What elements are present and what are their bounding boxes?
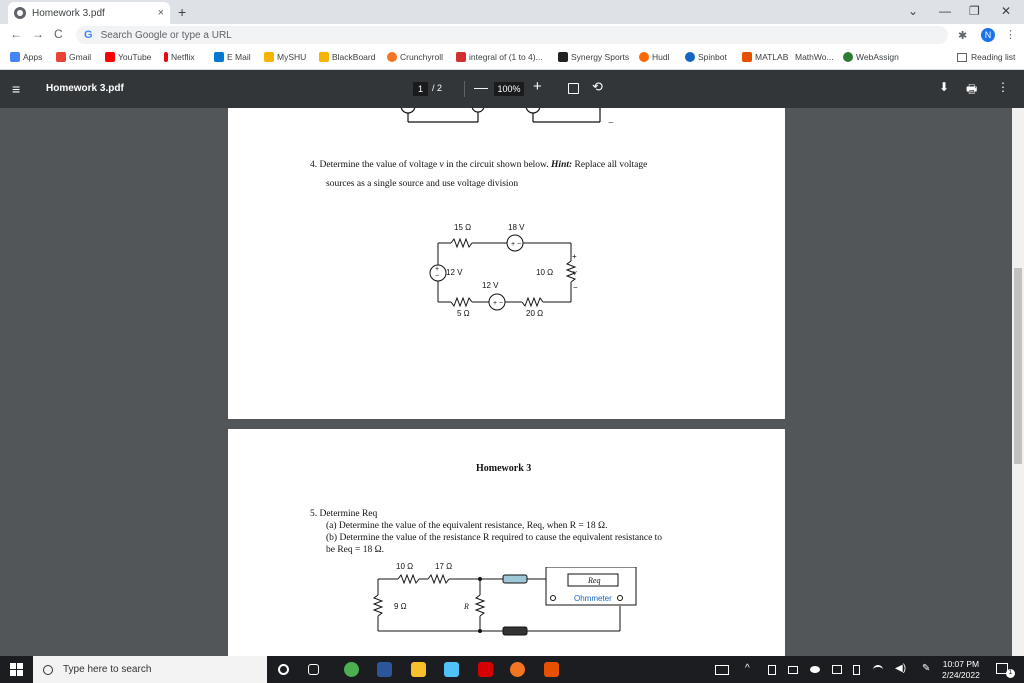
r-9-label: 9 Ω bbox=[394, 602, 407, 611]
clock-time: 10:07 PM bbox=[942, 659, 980, 669]
synergy-icon bbox=[558, 52, 568, 62]
r-variable-label: R bbox=[464, 602, 469, 611]
r-10-label: 10 Ω bbox=[396, 562, 414, 571]
bookmark-email[interactable]: E Mail bbox=[214, 52, 251, 62]
tab-close-icon[interactable]: × bbox=[157, 7, 164, 19]
bookmark-myshu[interactable]: MySHU bbox=[264, 52, 306, 62]
webassign-icon bbox=[843, 52, 853, 62]
close-window-button[interactable]: ✕ bbox=[1001, 4, 1012, 18]
zoom-in-button[interactable]: + bbox=[533, 78, 542, 95]
taskbar-clock[interactable] bbox=[942, 659, 980, 681]
browser-toolbar bbox=[0, 24, 1024, 46]
pdf-title: Homework 3.pdf bbox=[46, 83, 124, 94]
netflix-icon bbox=[164, 52, 168, 62]
crunchyroll-taskbar-icon[interactable] bbox=[510, 662, 525, 677]
r-5-label: 5 Ω bbox=[457, 309, 470, 318]
toolbar-divider bbox=[464, 81, 465, 97]
v-out-plus: + bbox=[572, 252, 577, 261]
wifi-icon[interactable] bbox=[873, 665, 883, 674]
pdf-page-2 bbox=[228, 429, 785, 656]
v-out-minus: − bbox=[573, 283, 578, 292]
polarity-minus: − bbox=[608, 118, 614, 129]
problem-4-line-2: sources as a single source and use voltage division bbox=[326, 179, 519, 189]
new-tab-button[interactable]: + bbox=[178, 4, 187, 20]
r-10-label: 10 Ω bbox=[536, 268, 554, 277]
rotate-icon[interactable]: ⟲ bbox=[592, 79, 603, 94]
volume-icon[interactable]: ◀) bbox=[895, 663, 907, 674]
v-12-bottom-label: 12 V bbox=[482, 281, 499, 290]
download-icon[interactable]: ⬇ bbox=[939, 80, 950, 94]
zoom-out-button[interactable]: — bbox=[474, 79, 488, 95]
circuit-problem-5 bbox=[368, 567, 648, 647]
search-icon bbox=[43, 665, 53, 675]
svg-text:+ −: + − bbox=[493, 300, 504, 307]
reading-list-button[interactable]: Reading list bbox=[957, 52, 1015, 62]
v-18-label: 18 V bbox=[508, 223, 525, 232]
tray-chevron-icon[interactable]: ^ bbox=[745, 663, 750, 674]
problem-5-a: (a) Determine the value of the equivalent resistance, Req, when R = 18 Ω. bbox=[326, 521, 608, 531]
bookmark-synergy[interactable]: Synergy Sports bbox=[558, 52, 629, 62]
pdf-viewer[interactable] bbox=[0, 108, 1012, 656]
zoom-input[interactable]: 100% bbox=[494, 82, 524, 96]
r-20-label: 20 Ω bbox=[526, 309, 544, 318]
meter-display: Req bbox=[588, 576, 601, 585]
bookmark-integral[interactable]: integral of (1 to 4)... bbox=[456, 52, 543, 62]
globe-icon bbox=[14, 7, 26, 19]
pdf-more-icon[interactable]: ⋮ bbox=[997, 80, 1009, 94]
pdf-page-1 bbox=[228, 108, 785, 419]
bookmark-blackboard[interactable]: BlackBoard bbox=[319, 52, 375, 62]
calculator-icon[interactable] bbox=[444, 662, 459, 677]
bookmark-netflix[interactable]: Netflix bbox=[164, 52, 195, 62]
chrome-taskbar-icon[interactable] bbox=[344, 662, 359, 677]
address-bar[interactable] bbox=[76, 26, 948, 44]
usb-icon[interactable] bbox=[768, 665, 776, 675]
svg-text:+ −: + − bbox=[511, 241, 522, 248]
r-15-label: 15 Ω bbox=[454, 223, 472, 232]
pen-icon[interactable]: ✎ bbox=[922, 663, 931, 674]
fit-page-icon[interactable] bbox=[568, 83, 579, 94]
browser-menu-icon[interactable]: ⋮ bbox=[1005, 29, 1016, 41]
keyboard-icon[interactable] bbox=[715, 665, 729, 675]
tab-title: Homework 3.pdf bbox=[32, 7, 105, 19]
ohmmeter-label: Ohmmeter bbox=[574, 594, 612, 603]
bookmark-crunchyroll[interactable]: Crunchyroll bbox=[387, 52, 443, 62]
bookmark-spinbot[interactable]: Spinbot bbox=[685, 52, 727, 62]
bookmark-hudl[interactable]: Hudl bbox=[639, 52, 669, 62]
search-placeholder: Type here to search bbox=[63, 664, 152, 675]
tab-strip bbox=[0, 0, 1024, 24]
battery-icon[interactable] bbox=[853, 665, 860, 675]
hudl-icon bbox=[639, 52, 649, 62]
viewer-scrollbar[interactable] bbox=[1012, 108, 1024, 656]
bookmark-apps[interactable]: Apps bbox=[10, 52, 42, 62]
sidebar-menu-icon[interactable]: ≡ bbox=[12, 81, 21, 97]
problem-5-title: 5. Determine Req bbox=[310, 509, 378, 519]
folder-icon bbox=[319, 52, 329, 62]
matlab-taskbar-icon[interactable] bbox=[544, 662, 559, 677]
svg-text:−: − bbox=[435, 273, 440, 280]
svg-text:+: + bbox=[435, 266, 440, 273]
reading-list-icon bbox=[957, 53, 967, 62]
windows-taskbar bbox=[0, 656, 1024, 683]
crunchyroll-icon bbox=[387, 52, 397, 62]
monitor-icon[interactable] bbox=[788, 666, 798, 674]
notification-count: 1 bbox=[1006, 669, 1015, 678]
google-icon: G bbox=[84, 29, 93, 41]
back-button[interactable]: ← bbox=[10, 27, 22, 41]
tab-homework-pdf[interactable] bbox=[8, 2, 170, 24]
windows-start-icon[interactable] bbox=[10, 663, 23, 676]
word-taskbar-icon[interactable] bbox=[377, 662, 392, 677]
problem-4-line-1: 4. Determine the value of voltage v in the circuit shown below. Hint: Replace all voltage bbox=[310, 160, 648, 170]
reload-button[interactable]: C bbox=[54, 27, 63, 41]
page-total: / 2 bbox=[432, 83, 443, 93]
matlab-icon bbox=[742, 52, 752, 62]
v-12-left-label: 12 V bbox=[446, 268, 463, 277]
bookmark-youtube[interactable]: YouTube bbox=[105, 52, 151, 62]
minimize-button[interactable]: — bbox=[939, 4, 951, 18]
gmail-icon bbox=[56, 52, 66, 62]
bookmark-gmail[interactable]: Gmail bbox=[56, 52, 91, 62]
cortana-icon[interactable] bbox=[278, 664, 289, 675]
problem-5-b: (b) Determine the value of the resistance R required to cause the equivalent resistance to bbox=[326, 533, 663, 543]
netflix-taskbar-icon[interactable] bbox=[478, 662, 493, 677]
taskbar-search-input[interactable] bbox=[33, 656, 267, 683]
forward-button[interactable]: → bbox=[32, 27, 44, 41]
problem-5-b-cont: be Req = 18 Ω. bbox=[326, 545, 385, 555]
youtube-icon bbox=[105, 52, 115, 62]
extensions-icon[interactable]: ✱ bbox=[958, 30, 968, 42]
homework-heading: Homework 3 bbox=[476, 463, 532, 474]
folder-icon bbox=[264, 52, 274, 62]
page-number-input[interactable]: 1 bbox=[413, 82, 428, 96]
profile-avatar[interactable]: N bbox=[981, 28, 995, 42]
tab-search-icon[interactable]: ⌄ bbox=[908, 4, 919, 18]
clock-date: 2/24/2022 bbox=[942, 670, 980, 680]
outlook-icon bbox=[214, 52, 224, 62]
r-17-label: 17 Ω bbox=[435, 562, 453, 571]
task-view-icon[interactable] bbox=[308, 664, 319, 675]
apps-grid-icon bbox=[10, 52, 20, 62]
bookmark-mathworks[interactable]: MathWo... bbox=[795, 52, 834, 62]
v-out-label: v bbox=[573, 268, 577, 277]
prev-circuit-fragment bbox=[388, 108, 638, 128]
pdf-toolbar bbox=[0, 70, 1024, 108]
file-explorer-icon[interactable] bbox=[411, 662, 426, 677]
address-placeholder: Search Google or type a URL bbox=[100, 29, 232, 41]
camera-icon[interactable] bbox=[832, 665, 842, 674]
symbolab-icon bbox=[456, 52, 466, 62]
spinbot-icon bbox=[685, 52, 695, 62]
print-icon[interactable]: 🖶 bbox=[966, 82, 978, 96]
restore-button[interactable]: ❐ bbox=[969, 4, 980, 18]
scrollbar-thumb[interactable] bbox=[1014, 268, 1022, 464]
bookmarks-bar bbox=[0, 46, 1024, 70]
onedrive-icon[interactable] bbox=[810, 666, 820, 673]
bookmark-webassign[interactable]: WebAssign bbox=[843, 52, 899, 62]
bookmark-matlab[interactable]: MATLAB bbox=[742, 52, 788, 62]
